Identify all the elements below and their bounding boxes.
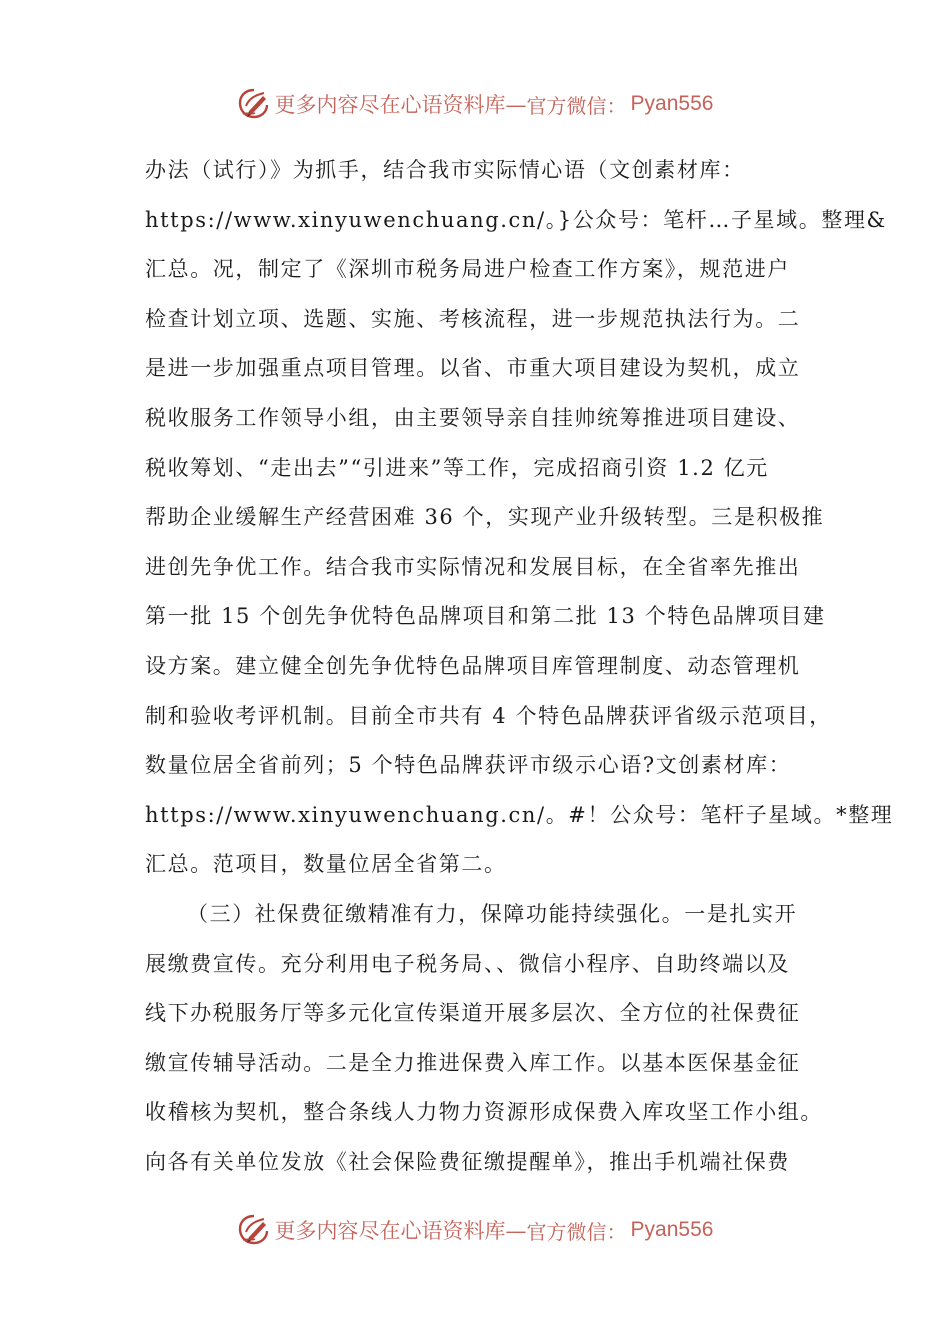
text-line: 缴宣传辅导活动。二是全力推进保费入库工作。以基本医保基金征 — [145, 1050, 801, 1075]
text-line: 第一批 15 个创先争优特色品牌项目和第二批 13 个特色品牌项目建 — [145, 604, 826, 629]
text-line: 税收服务工作领导小组，由主要领导亲自挂帅统筹推进项目建设、 — [145, 405, 801, 430]
header-banner — [0, 82, 950, 126]
text-line: 是进一步加强重点项目管理。以省、市重大项目建设为契机，成立 — [145, 356, 801, 381]
text-line: 展缴费宣传。充分利用电子税务局、、微信小程序、自助终端以及 — [145, 951, 790, 976]
text-line: 办法（试行）》为抓手，结合我市实际情心语（文创素材库： — [145, 158, 745, 182]
footer-wechat-label: 官方微信： — [526, 1219, 627, 1244]
text-line: 收稽核为契机，整合条线人力物力资源形成保费入库攻坚工作小组。 — [145, 1100, 823, 1125]
text-line: https://www.xinyuwenchuang.cn/。}公众号：笔杆…子星域。整理& — [145, 207, 887, 232]
header-wechat-label: 官方微信： — [526, 93, 627, 118]
text-line: 税收筹划、“走出去”“引进来”等工作，完成招商引资 1.2 亿元 — [145, 455, 769, 480]
paragraph-start-line: （三）社保费征缴精准有力，保障功能持续强化。一是扎实开 — [187, 901, 798, 926]
text-line: 数量位居全省前列；5 个特色品牌获评市级示心语?文创素材库： — [145, 753, 792, 778]
pen-swirl-logo-icon — [237, 1213, 271, 1247]
footer-slogan: 更多内容尽在心语资料库— — [274, 1219, 527, 1243]
text-line: 进创先争优工作。结合我市实际情况和发展目标，在全省率先推出 — [145, 554, 801, 579]
footer-banner — [0, 1208, 950, 1252]
document-body — [145, 146, 894, 1187]
text-line: 设方案。建立健全创先争优特色品牌项目库管理制度、动态管理机 — [145, 653, 801, 678]
footer-wechat-id: Pyan556 — [630, 1218, 714, 1241]
header-wechat-id: Pyan556 — [630, 92, 714, 115]
text-line: 线下办税服务厅等多元化宣传渠道开展多层次、全方位的社保费征 — [145, 1001, 801, 1026]
text-line: 汇总。况，制定了《深圳市税务局进户检查工作方案》，规范进户 — [145, 257, 790, 282]
text-line: 向各有关单位发放《社会保险费征缴提醒单》，推出手机端社保费 — [145, 1149, 790, 1174]
text-line: 制和验收考评机制。目前全市共有 4 个特色品牌获评省级示范项目， — [145, 703, 832, 728]
pen-swirl-logo-icon — [237, 87, 271, 121]
text-line: 检查计划立项、选题、实施、考核流程，进一步规范执法行为。二 — [145, 306, 801, 331]
text-line: 汇总。范项目，数量位居全省第二。 — [145, 852, 507, 877]
header-slogan: 更多内容尽在心语资料库— — [274, 93, 527, 117]
text-line: https://www.xinyuwenchuang.cn/。#！公众号：笔杆子星域。*整理 — [145, 802, 894, 827]
text-line: 帮助企业缓解生产经营困难 36 个，实现产业升级转型。三是积极推 — [145, 505, 825, 530]
